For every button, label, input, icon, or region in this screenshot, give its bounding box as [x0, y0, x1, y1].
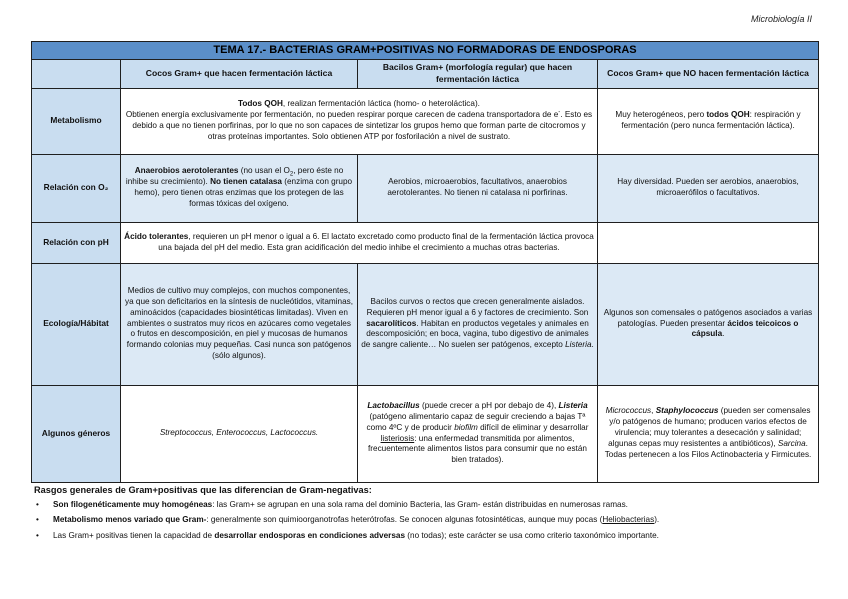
cell-ph-lactica: Ácido tolerantes, requieren un pH menor o igual a 6. El lactato excretado como producto final de la fermentación láctica provoca una bajada del pH del medio. Esta gran acidificación del medio inhibe el crecimiento a muchas otras bacterias. — [121, 222, 598, 263]
row-header-ph: Relación con pH — [32, 222, 121, 263]
cell-ecologia-bacilos: Bacilos curvos o rectos que crecen generalmente aislados. Requieren pH menor igual a 6 y factores de crecimiento. Son sacarolíticos. Habitan en productos vegetales y animales en descomposición; en boca, vagina, tubo digestivo de animales de sangre caliente… No suelen ser patógenos, excepto Listeria. — [358, 263, 598, 385]
cell-generos-bacilos: Lactobacillus (puede crecer a pH por debajo de 4), Listeria (patógeno alimentario capaz de seguir creciendo a bajas Tª como 4ºC y de producir biofilm difícil de eliminar y desarrollar listeriosis: una enfermedad transmitida por alimentos, frecuentemente alimentos listos para consumir que no están bien tratados). — [358, 385, 598, 482]
row-header-oxigeno: Relación con O₂ — [32, 154, 121, 222]
cell-generos-no-lactica: Micrococcus, Staphylococcus (pueden ser comensales y/o patógenos de humano; producen varios efectos de virulencia; muy tolerantes a desecación y salinidad; algunas cepas muy resistentes a antibióticos), Sarcina. Todas pertenecen a los Filos Actinobacteria y Firmicutes. — [598, 385, 819, 482]
column-header-cocos-lactica: Cocos Gram+ que hacen fermentación láctica — [121, 59, 358, 88]
cell-oxigeno-bacilos: Aerobios, microaerobios, facultativos, anaerobios aerotolerantes. No tienen ni catalasa ni porfirinas. — [358, 154, 598, 222]
table-title: TEMA 17.- BACTERIAS GRAM+POSITIVAS NO FORMADORAS DE ENDOSPORAS — [32, 42, 819, 60]
footer-title: Rasgos generales de Gram+positivas que las diferencian de Gram-negativas: — [34, 485, 372, 495]
cell-metabolismo-no-lactica: Muy heterogéneos, pero todos QOH: respiración y fermentación (pero nunca fermentación láctica). — [598, 88, 819, 154]
bullet-icon: • — [36, 530, 39, 540]
cell-ph-no-lactica — [598, 222, 819, 263]
page-header: Microbiología II — [750, 14, 812, 24]
cell-metabolismo-lactica: Todos QOH, realizan fermentación láctica (homo- o heteroláctica). Obtienen energía exclusivamente por fermentación, no pueden respirar porque carecen de cadena transportadora de e-. Esto es debido a que no tienen porfirinas, por lo que no son capaces de sintetizar los grupos hemo que forman parte de citocromos y otras proteínas importantes. Solo obtienen ATP por fosforilación a nivel de sustrato. — [121, 88, 598, 154]
bullet-icon: • — [36, 515, 39, 525]
corner-cell — [32, 59, 121, 88]
table-row-metabolismo — [32, 88, 819, 154]
column-header-bacilos-lactica: Bacilos Gram+ (morfología regular) que hacen fermentación láctica — [358, 59, 598, 88]
cell-ecologia-no-lactica: Algunos son comensales o patógenos asociados a varias patologías. Pueden presentar ácidos teicoicos o cápsula. — [598, 263, 819, 385]
cell-oxigeno-no-lactica: Hay diversidad. Pueden ser aerobios, anaerobios, microaerófilos o facultativos. — [598, 154, 819, 222]
cell-ecologia-cocos: Medios de cultivo muy complejos, con muchos componentes, ya que son deficitarios en la síntesis de nucleótidos, vitaminas, aminoácidos (capacidades biosintéticas limitadas). Viven en ambientes o sustratos muy ricos en azúcares como vegetales o frutos en descomposición, en piel y mucosas de humanos formando colonias muy pequeñas. Casi nunca son patógenos (sólo algunos). — [121, 263, 358, 385]
list-item: • Las Gram+ positivas tienen la capacidad de desarrollar endosporas en condiciones adversas (no todas); este carácter se usa como criterio taxonómico importante. — [36, 530, 659, 540]
table-row-generos — [32, 385, 819, 482]
footer-notes — [34, 485, 824, 546]
row-header-generos: Algunos géneros — [32, 385, 121, 482]
row-header-metabolismo: Metabolismo — [32, 88, 121, 154]
table-row-oxigeno — [32, 154, 819, 222]
column-header-cocos-no-lactica: Cocos Gram+ que NO hacen fermentación láctica — [598, 59, 819, 88]
cell-generos-cocos: Streptococcus, Enterococcus, Lactococcus. — [121, 385, 358, 482]
bullet-icon: • — [36, 500, 39, 509]
list-item: • Son filogenéticamente muy homogéneas: las Gram+ se agrupan en una sola rama del dominio Bacteria, las Gram- están distribuidas en numerosas ramas. — [36, 500, 628, 509]
cell-oxigeno-cocos: Anaerobios aerotolerantes (no usan el $O_2$, pero éste no inhibe su crecimiento). No tienen catalasa (enzima con grupo hemo), pero tienen otras enzimas que los protegen de las formas tóxicas del oxígeno. — [121, 154, 358, 222]
table-row-ph — [32, 222, 819, 263]
footer-list — [34, 500, 824, 541]
row-header-ecologia: Ecología/Hábitat — [32, 263, 121, 385]
list-item: • Metabolismo menos variado que Gram-: generalmente son quimioorganotrofas heterótrofas. Se conocen algunas fotosintéticas, aunque muy pocas (Heliobacterias). — [36, 515, 660, 525]
summary-table — [31, 41, 819, 483]
table-row-ecologia — [32, 263, 819, 385]
